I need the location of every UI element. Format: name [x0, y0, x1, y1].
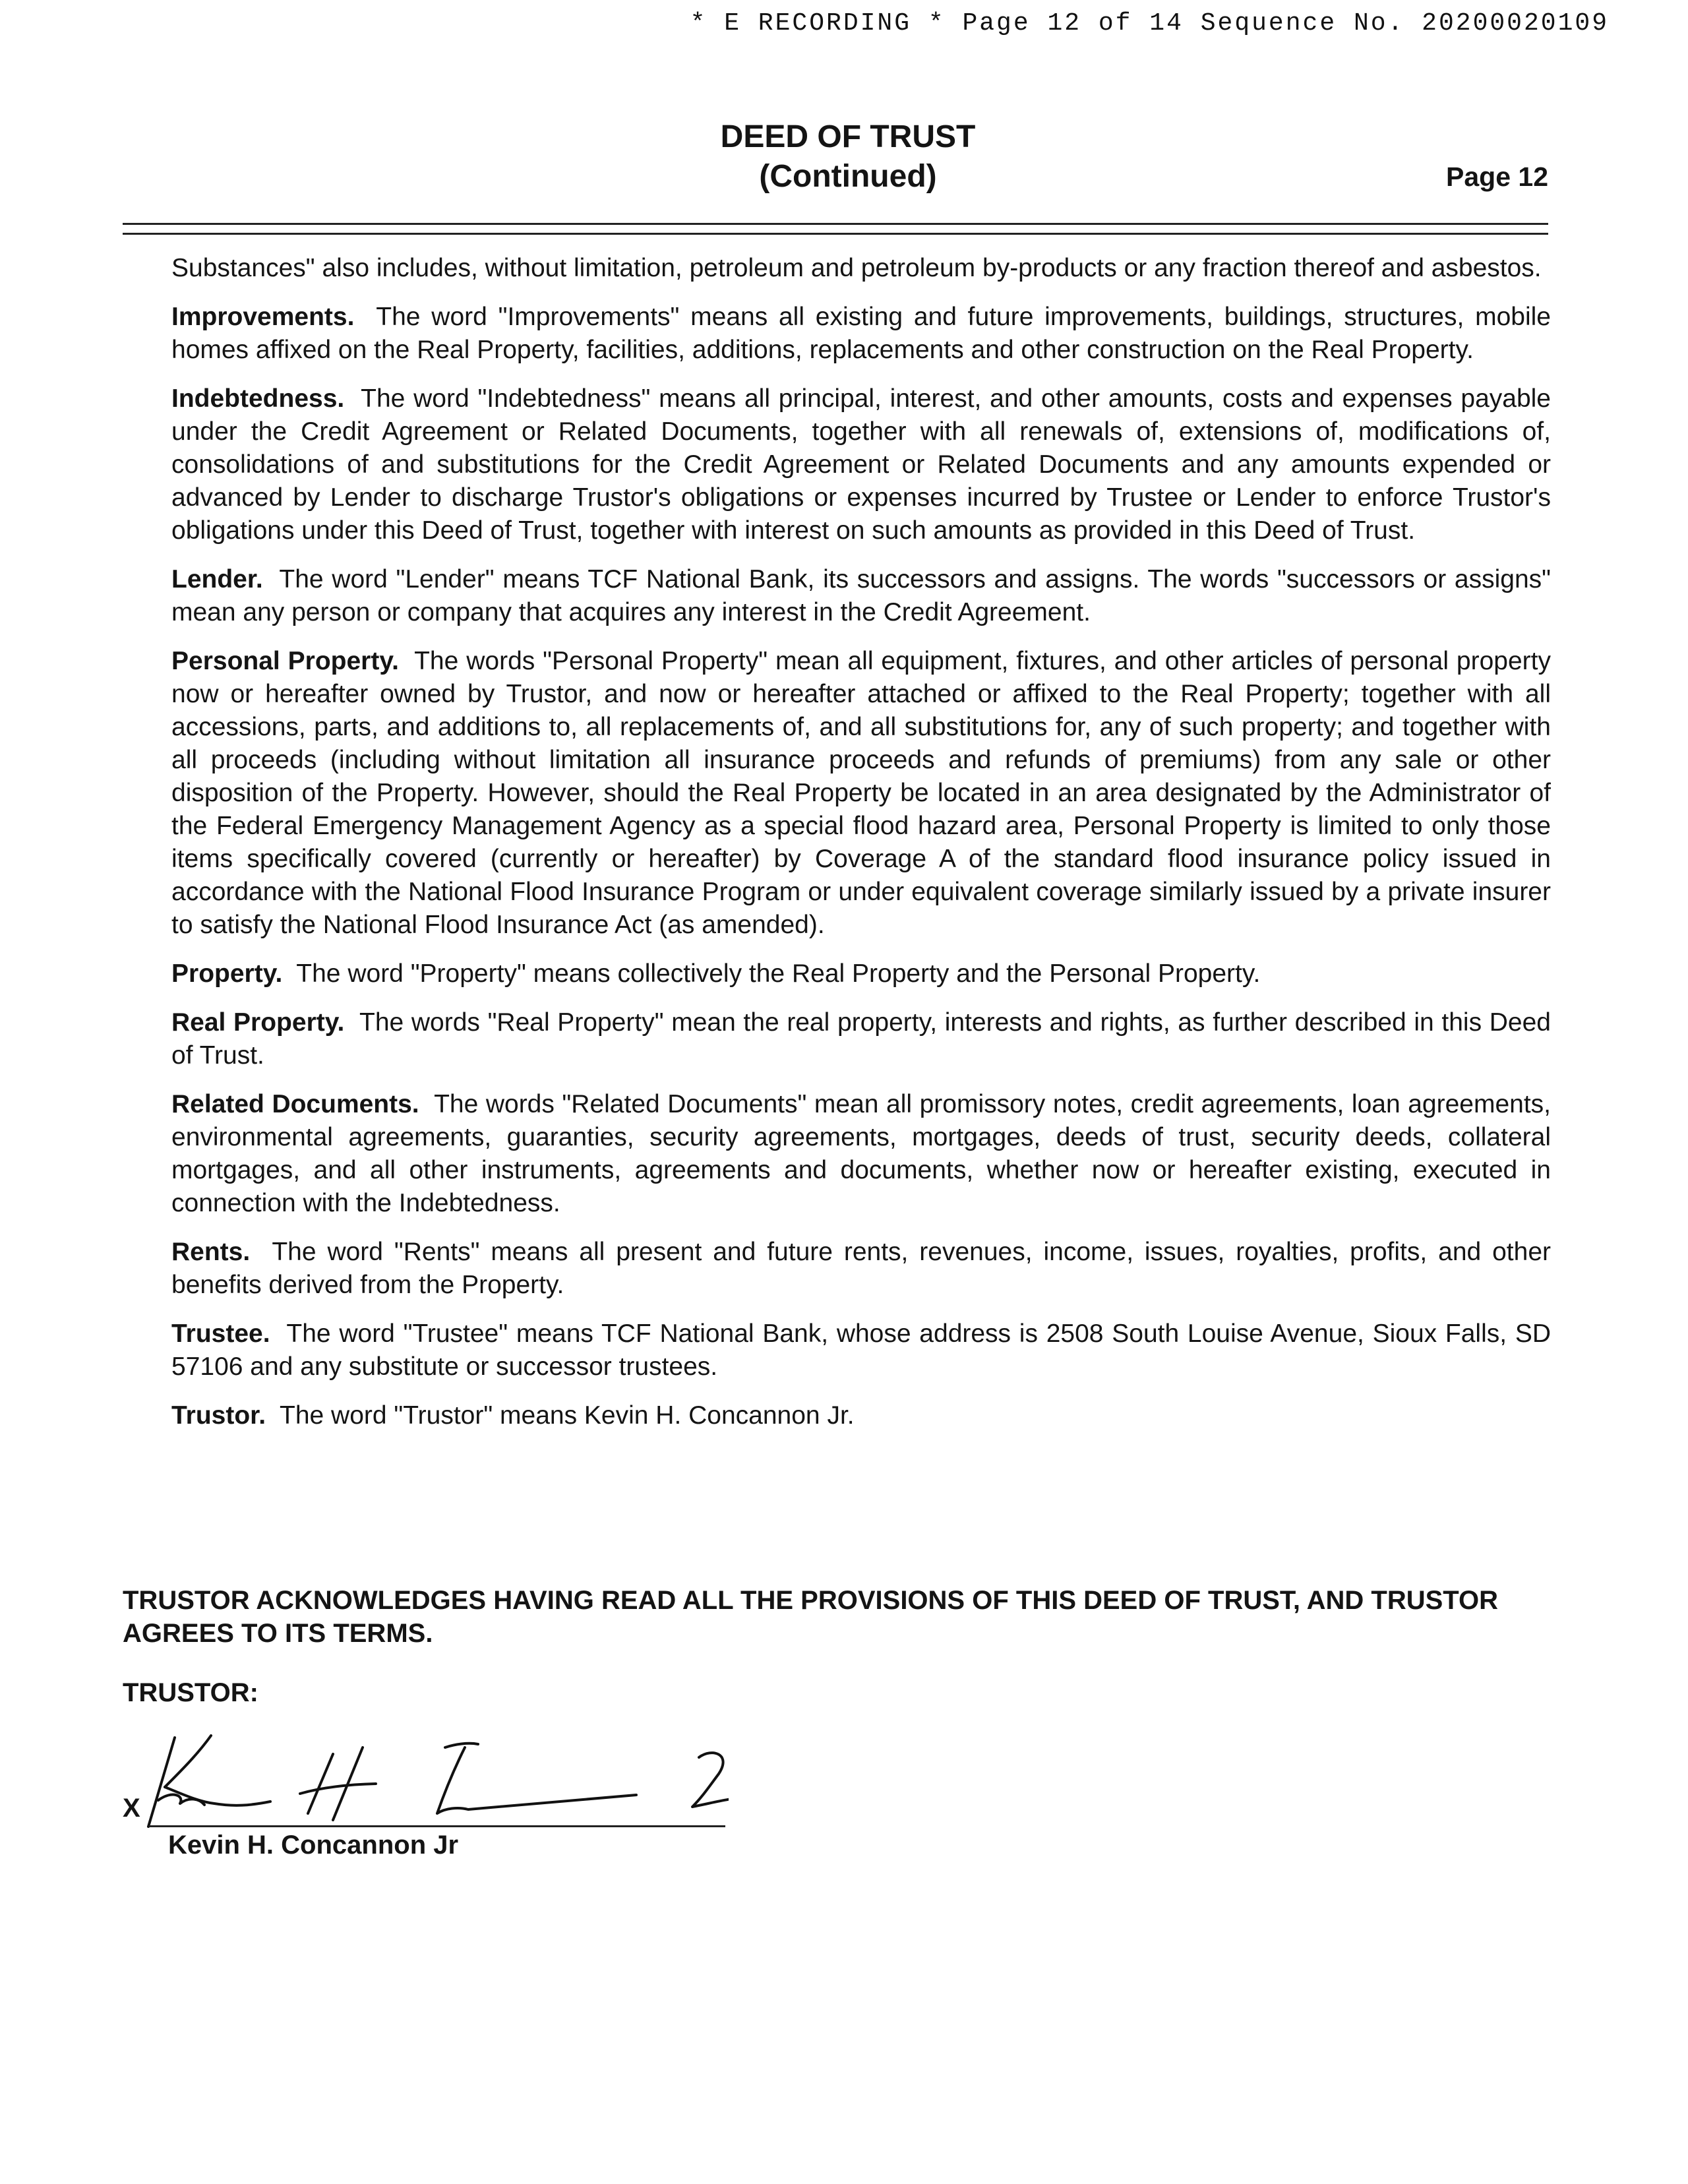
handwritten-signature — [135, 1728, 729, 1833]
definition-term: Property. — [171, 959, 283, 988]
definition-paragraph — [171, 1006, 1551, 1072]
page-number: Page 12 — [1446, 162, 1548, 192]
definition-paragraph — [171, 1236, 1551, 1302]
trustor-label: TRUSTOR: — [123, 1678, 258, 1707]
definition-text: The words "Personal Property" mean all equipment, fixtures, and other articles of personal property now or hereafter owned by Trustor, and now or hereafter attached or affixed to the Real Property; together with all accessions, parts, and additions to, all replacements of, and all substitutions for, any of such property; and together with all proceeds (including without limitation all insurance proceeds and refunds of premiums) from any sale or other disposition of the Property. However, should the Real Property be located in an area designated by the Administrator of the Federal Emergency Management Agency as a special flood hazard area, Personal Property is limited to only those items specifically covered (currently or hereafter) by Coverage A of the standard flood insurance policy issued in accordance with the National Flood Insurance Program or under equivalent coverage similarly issued by a private insurer to satisfy the National Flood Insurance Act (as amended). — [171, 647, 1551, 939]
definition-term: Indebtedness. — [171, 384, 345, 413]
definition-text: The word "Indebtedness" means all principal, interest, and other amounts, costs and expenses payable under the Credit Agreement or Related Documents, together with all renewals of, extensions of, modifications of, consolidations of and substitutions for the Credit Agreement or Related Documents and any amounts expended or advanced by Lender to discharge Trustor's obligations or expenses incurred by Trustee or Lender to enforce Trustor's obligations under this Deed of Trust, together with interest on such amounts as provided in this Deed of Trust. — [171, 384, 1551, 545]
definition-text: The word "Trustee" means TCF National Bank, whose address is 2508 South Louise Avenue, Sioux Falls, SD 57106 and any substitute or successor trustees. — [171, 1320, 1552, 1381]
definition-term: Lender. — [171, 565, 263, 593]
document-title: DEED OF TRUST — [720, 119, 976, 154]
definition-paragraph — [171, 1399, 1551, 1432]
signer-name: Kevin H. Concannon Jr — [168, 1831, 459, 1860]
definition-term: Improvements. — [171, 303, 355, 331]
document-title-block — [4, 117, 1688, 197]
definition-paragraph — [171, 1318, 1551, 1383]
definition-term: Trustor. — [171, 1401, 266, 1430]
definition-term: Related Documents. — [171, 1090, 419, 1118]
definition-paragraph — [171, 1088, 1551, 1220]
definition-paragraph — [171, 301, 1551, 367]
definition-paragraph — [171, 382, 1551, 547]
definition-text: The word "Trustor" means Kevin H. Concannon Jr. — [280, 1401, 855, 1430]
document-subtitle: (Continued) — [759, 159, 937, 194]
definition-text: The word "Property" means collectively the Real Property and the Personal Property. — [296, 959, 1261, 988]
recording-header: * E RECORDING * Page 12 of 14 Sequence No. 20200020109 — [690, 9, 1609, 38]
definition-text: The words "Real Property" mean the real property, interests and rights, as further described in this Deed of Trust. — [171, 1008, 1551, 1070]
definition-text: The words "Related Documents" mean all promissory notes, credit agreements, loan agreements, environmental agreements, guaranties, security agreements, mortgages, deeds of trust, security deeds, collateral mortgages, and all other instruments, agreements and documents, whether now or hereafter existing, executed in connection with the Indebtedness. — [171, 1090, 1552, 1217]
header-divider-top — [123, 223, 1548, 225]
definition-text: Substances" also includes, without limitation, petroleum and petroleum by-products or any fraction thereof and asbestos. — [171, 254, 1542, 282]
definition-paragraph — [171, 563, 1551, 629]
definition-text: The word "Rents" means all present and future rents, revenues, income, issues, royalties, profits, and other benefits derived from the Property. — [171, 1238, 1551, 1299]
header-divider-bottom — [123, 233, 1548, 235]
definition-paragraph — [171, 252, 1551, 285]
acknowledgment-statement: TRUSTOR ACKNOWLEDGES HAVING READ ALL THE PROVISIONS OF THIS DEED OF TRUST, AND TRUSTOR AGREES TO ITS TERMS. — [123, 1586, 1499, 1648]
definition-paragraph — [171, 645, 1551, 942]
definition-term: Trustee. — [171, 1320, 270, 1348]
definitions-section — [171, 252, 1551, 1448]
definition-text: The word "Lender" means TCF National Bank, its successors and assigns. The words "successors or assigns" mean any person or company that acquires any interest in the Credit Agreement. — [171, 565, 1551, 626]
signature-line — [149, 1825, 725, 1827]
definition-paragraph — [171, 957, 1551, 990]
definition-text: The word "Improvements" means all existing and future improvements, buildings, structures, mobile homes affixed on the Real Property, facilities, additions, replacements and other construction on the Real Property. — [171, 303, 1551, 364]
definition-term: Rents. — [171, 1238, 251, 1266]
signature-x-mark: X — [123, 1794, 140, 1823]
definition-term: Real Property. — [171, 1008, 345, 1037]
definition-term: Personal Property. — [171, 647, 399, 675]
